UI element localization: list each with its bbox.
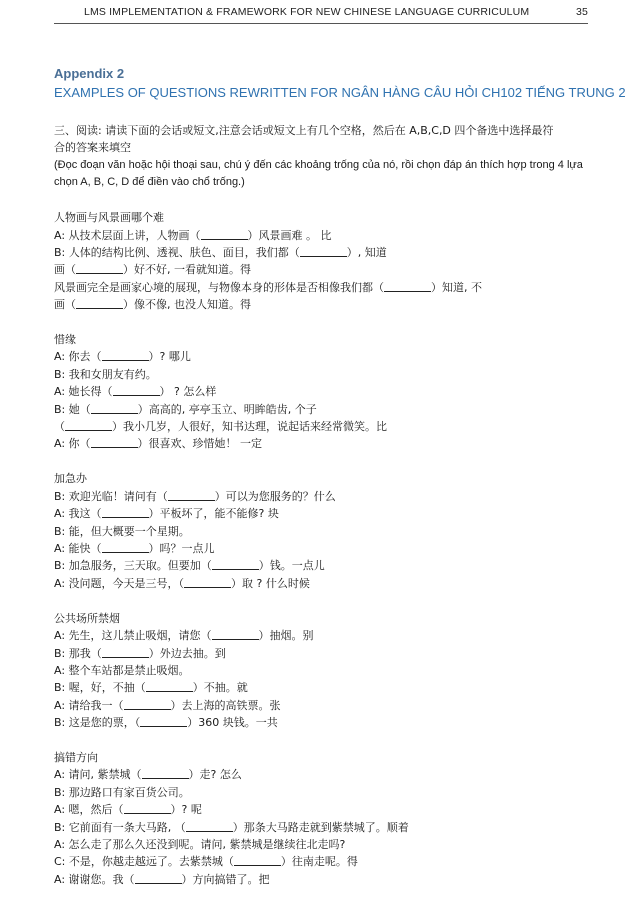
instruction-zh-line: 三、阅读: 请读下面的会话或短文,注意会话或短文上有几个空格，然后在 A,B,C,D 四个备选中选择最符 [54, 124, 554, 137]
instruction-vn-line: (Đọc đoạn văn hoặc hội thoại sau, chú ý đến các khoảng trống của nó, rồi chọn đáp án thích hợp trong 4 lựa [54, 158, 583, 171]
answer-blank [184, 576, 231, 588]
answer-blank [186, 820, 233, 832]
dialogue-text: A: 从技术层面上讲，人物画（ [54, 228, 201, 242]
dialogue-text: B: 能，但大概要一个星期。 [54, 524, 190, 538]
dialogue-text: ）往南走呢。得 [280, 855, 358, 869]
dialogue-text: ）知道, 不 [431, 280, 482, 294]
dialogue-line [54, 279, 599, 296]
dialogue-text: 画（ [54, 263, 76, 277]
dialogue-line [54, 244, 599, 261]
dialogue-line [54, 261, 599, 278]
dialogue-line [54, 645, 599, 662]
dialogue-text: A: 怎么走了那么久还没到呢。请问, 紫禁城是继续往北走吗? [54, 838, 346, 852]
dialogue-line [54, 401, 599, 418]
dialogue-line [54, 557, 599, 574]
dialogue-text: B: 喔，好，不抽（ [54, 681, 146, 695]
dialogue-text: ）高高的, 亭亭玉立、明眸皓齿, 个子 [137, 402, 317, 416]
dialogue-text: ）, 知道 [346, 245, 387, 259]
answer-blank [124, 802, 171, 814]
answer-blank [91, 436, 138, 448]
dialogue-line [54, 679, 599, 696]
dialogue-text: ）可以为您服务的？什么 [214, 489, 336, 503]
dialogue-text: 风景画完全是画家心境的展现，与物像本身的形体是否相像我们都（ [54, 280, 384, 294]
dialogue-text: ） ? 怎么样 [159, 385, 217, 399]
appendix-title: EXAMPLES OF QUESTIONS REWRITTEN FOR NGÂN HÀNG CÂU HỎI CH102 TIẾNG TRUNG 2 [54, 85, 626, 100]
dialogue-text: A: 先生，这儿禁止吸烟，请您（ [54, 629, 212, 643]
dialogue-text: ）很喜欢、珍惜她！ 一定 [137, 437, 263, 451]
dialogue-line [54, 697, 599, 714]
section-spacer [54, 314, 599, 332]
answer-blank [212, 628, 259, 640]
dialogue-line [54, 418, 599, 435]
answer-blank [300, 245, 347, 257]
answer-blank [76, 297, 123, 309]
dialogue-text: ）360 块钱。一共 [187, 716, 278, 730]
dialogue-text: A: 请问, 紫禁城（ [54, 768, 142, 782]
dialogue-text: A: 你（ [54, 437, 91, 451]
dialogue-line [54, 523, 599, 540]
dialogue-line [54, 505, 599, 522]
dialogue-text: ）去上海的高铁票。张 [170, 698, 281, 712]
dialogue-line [54, 853, 599, 870]
header-divider [54, 23, 588, 24]
dialogue-text: B: 欢迎光临！请问有（ [54, 489, 168, 503]
dialogue-line [54, 784, 599, 801]
dialogue-text: ）吗？一点儿 [148, 541, 215, 555]
dialogue-text: ）钱。一点儿 [258, 559, 325, 573]
instruction-zh-line: 合的答案来填空 [54, 141, 131, 155]
dialogue-text: A: 她长得（ [54, 385, 113, 399]
dialogue-text: ）外边去抽。到 [148, 646, 226, 660]
answer-blank [234, 854, 281, 866]
running-header [84, 6, 588, 18]
dialogue-line [54, 296, 599, 313]
dialogue-text: A: 我这（ [54, 507, 102, 521]
section-title: 惜缘 [54, 333, 76, 347]
dialogue-line [54, 836, 599, 853]
dialogue-text: B: 它前面有一条大马路, （ [54, 820, 186, 834]
answer-blank [102, 349, 149, 361]
dialogue-text: A: 你去（ [54, 350, 102, 364]
dialogue-line [54, 227, 599, 244]
dialogue-text: A: 没问题，今天是三号，（ [54, 576, 185, 590]
dialogue-line [54, 435, 599, 452]
section-title: 加急办 [54, 472, 87, 486]
answer-blank [76, 262, 123, 274]
section-title: 搞错方向 [54, 751, 98, 765]
dialogue-text: C: 不是，你越走越远了。去紫禁城（ [54, 855, 234, 869]
dialogue-line [54, 662, 599, 679]
dialogue-line [54, 383, 599, 400]
dialogue-line [54, 540, 599, 557]
appendix-label: Appendix 2 [54, 66, 125, 81]
dialogue-text: A: 能快（ [54, 541, 102, 555]
dialogue-text: ）走? 怎么 [188, 768, 242, 782]
answer-blank [142, 767, 189, 779]
dialogue-line [54, 575, 599, 592]
section-spacer [54, 592, 599, 610]
page-number: 35 [576, 6, 588, 18]
dialogue-text: ）我小几岁，人很好，知书达理，说起话来经常微笑。比 [112, 420, 387, 434]
dialogue-text: B: 她（ [54, 402, 91, 416]
section-spacer [54, 192, 599, 210]
answer-blank [102, 646, 149, 658]
dialogue-line [54, 819, 599, 836]
dialogue-text: ）好不好, 一看就知道。得 [123, 263, 251, 277]
dialogue-text: A: 嗯，然后（ [54, 803, 124, 817]
dialogue-text: B: 那我（ [54, 646, 102, 660]
dialogue-line [54, 766, 599, 783]
answer-blank [212, 558, 259, 570]
dialogue-text: ）风景画难 。 比 [247, 228, 332, 242]
dialogue-text: B: 加急服务，三天取。但要加（ [54, 559, 212, 573]
dialogue-line [54, 348, 599, 365]
answer-blank [135, 872, 182, 884]
dialogue-text: ）不抽。就 [192, 681, 248, 695]
dialogue-line [54, 627, 599, 644]
dialogue-text: B: 我和女朋友有约。 [54, 367, 157, 381]
dialogue-text: A: 请给我一（ [54, 698, 124, 712]
dialogue-text: A: 整个车站都是禁止吸烟。 [54, 663, 190, 677]
dialogue-text: ）取 ? 什么时候 [231, 576, 310, 590]
dialogue-text: A: 谢谢您。我（ [54, 872, 135, 886]
answer-blank [113, 384, 160, 396]
answer-blank [168, 489, 215, 501]
answer-blank [140, 715, 187, 727]
dialogue-text: ）方向搞错了。把 [181, 872, 270, 886]
question-sections [54, 192, 599, 889]
dialogue-line [54, 366, 599, 383]
section-spacer [54, 453, 599, 471]
dialogue-line [54, 871, 599, 888]
dialogue-text: ）像不像, 也没人知道。得 [123, 298, 251, 312]
dialogue-text: （ [54, 420, 65, 434]
answer-blank [102, 506, 149, 518]
dialogue-text: ）? 呢 [170, 803, 202, 817]
answer-blank [384, 280, 431, 292]
dialogue-text: ）? 哪儿 [148, 350, 191, 364]
dialogue-text: ）那条大马路走就到紫禁城了。顺着 [232, 820, 409, 834]
answer-blank [91, 402, 138, 414]
dialogue-line [54, 801, 599, 818]
section-title: 人物画与风景画哪个难 [54, 211, 164, 225]
section-title: 公共场所禁烟 [54, 611, 120, 625]
section-spacer [54, 731, 599, 749]
dialogue-text: B: 人体的结构比例、透视、肤色、面目，我们都（ [54, 245, 300, 259]
instruction-vn-line: chọn A, B, C, D để điền vào chổ trống.) [54, 176, 245, 189]
dialogue-text: B: 这是您的票，（ [54, 716, 141, 730]
dialogue-text: ）平板坏了，能不能修? 块 [148, 507, 279, 521]
dialogue-text: 画（ [54, 298, 76, 312]
dialogue-line [54, 714, 599, 731]
dialogue-text: B: 那边路口有家百货公司。 [54, 785, 190, 799]
dialogue-line [54, 488, 599, 505]
answer-blank [102, 541, 149, 553]
answer-blank [201, 228, 248, 240]
document-body [54, 122, 599, 888]
answer-blank [146, 680, 193, 692]
running-title: LMS IMPLEMENTATION & FRAMEWORK FOR NEW CHINESE LANGUAGE CURRICULUM [84, 6, 530, 18]
answer-blank [65, 419, 112, 431]
dialogue-text: ）抽烟。别 [258, 629, 314, 643]
answer-blank [124, 698, 171, 710]
